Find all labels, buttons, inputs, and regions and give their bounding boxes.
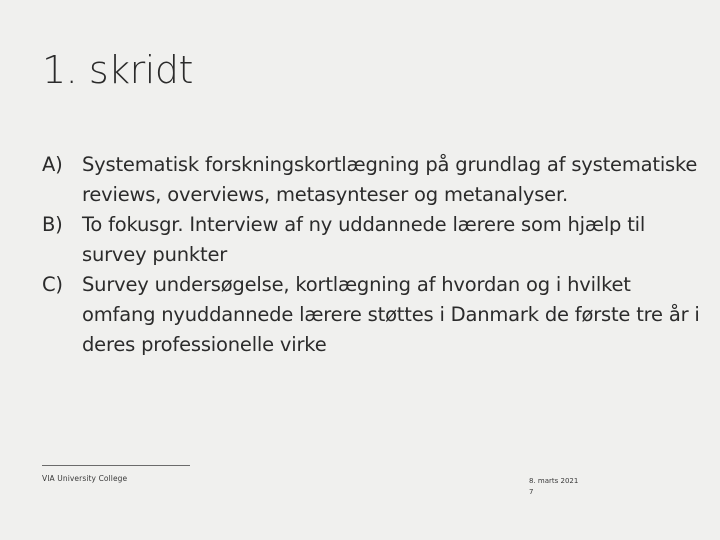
page-number: 7 [529,488,534,496]
list-marker: A) [42,153,63,176]
footer-organization: VIA University College [42,474,128,483]
list-item-c [42,270,702,360]
footer-meta [529,476,578,498]
list-marker: B) [42,213,63,236]
list-item-a [42,150,702,210]
footer-divider [42,465,190,466]
list-item-b [42,210,702,270]
footer-date: 8. marts 2021 [529,477,579,485]
list-text: Systematisk forskningskortlægning på grundlag af systematiske reviews, overviews, metasynteser og metanalyser. [82,153,698,206]
list-marker: C) [42,273,63,296]
list-text: To fokusgr. Interview af ny uddannede lærere som hjælp til survey punkter [82,213,646,266]
slide-title: 1. skridt [42,48,193,92]
list-text: Survey undersøgelse, kortlægning af hvordan og i hvilket omfang nyuddannede lærere støttes i Danmark de første tre år i deres professionelle virke [82,273,700,356]
step-list [42,150,702,360]
